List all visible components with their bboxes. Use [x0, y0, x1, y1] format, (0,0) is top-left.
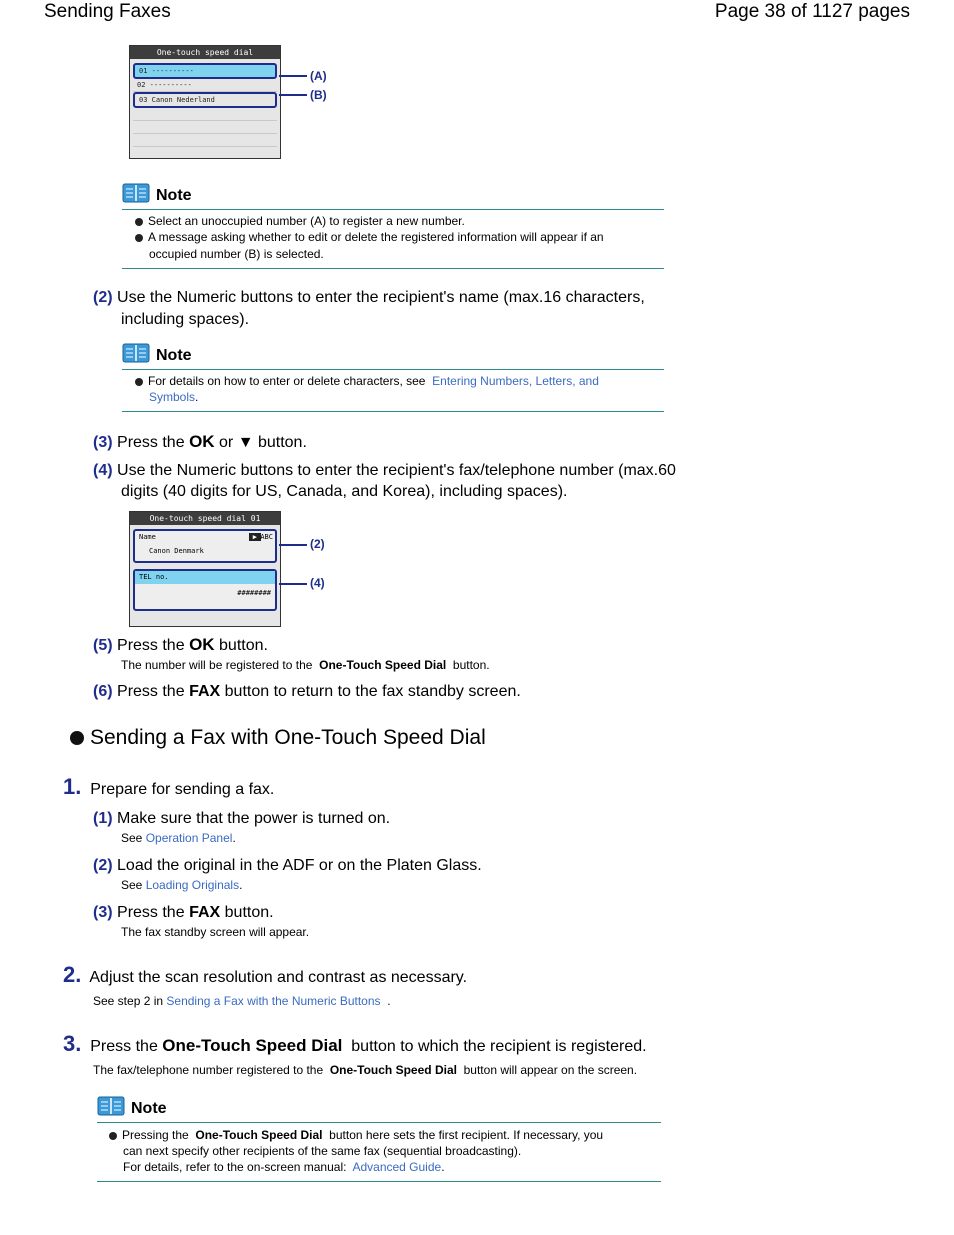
bullet-icon: [109, 1132, 117, 1140]
ok-button-label: OK: [189, 635, 215, 654]
step-1-3: (3) Press the FAX button.: [93, 904, 274, 921]
lcd-screen-speed-dial-entry: [129, 511, 281, 627]
ok-button-label: OK: [189, 432, 215, 451]
step-5: (5) Press the OK button.: [93, 635, 268, 654]
bullet-icon: [135, 378, 143, 386]
fax-button-label: FAX: [189, 904, 221, 921]
main-step-3-detail: The fax/telephone number registered to the One-Touch Speed Dial button will appear on the screen.: [93, 1063, 638, 1077]
callout-lines: [279, 538, 309, 588]
document-title: Sending Faxes: [44, 1, 171, 22]
lcd-tel-field: TEL no. ########: [133, 569, 277, 611]
section-bullet-icon: [70, 731, 84, 745]
book-icon: [122, 183, 150, 203]
lcd-title: One-touch speed dial: [130, 46, 280, 59]
lcd-name-field: Name ▶ ABC Canon Denmark: [133, 529, 277, 563]
note-item-cont: occupied number (B) is selected.: [149, 247, 324, 261]
step-5-detail: The number will be registered to the One-Touch Speed Dial button.: [121, 658, 490, 672]
link-sending-fax-numeric[interactable]: Sending a Fax with the Numeric Buttons: [166, 994, 381, 1008]
step-3: (3) Press the OK or ▼ button.: [93, 432, 307, 451]
step-2-cont: including spaces).: [121, 311, 250, 328]
step-4: (4) Use the Numeric buttons to enter the recipient's fax/telephone number (max.60: [93, 462, 676, 479]
note-box: [122, 343, 664, 412]
lcd-row-empty: [133, 108, 277, 121]
note-item: For details on how to enter or delete characters, see Entering Numbers, Letters, and: [135, 373, 599, 389]
note-item: Pressing the One-Touch Speed Dial button here sets the first recipient. If necessary, you: [109, 1127, 603, 1143]
main-step-1: 1. Prepare for sending a fax.: [63, 774, 275, 799]
lcd-row-empty: [133, 134, 277, 147]
step-1-3-detail: The fax standby screen will appear.: [121, 925, 310, 939]
link-symbols[interactable]: Symbols: [149, 390, 196, 404]
note-title: Note: [156, 347, 192, 364]
note-item-cont: Symbols.: [149, 390, 199, 404]
note-box: [122, 183, 664, 269]
step-6: (6) Press the FAX button to return to the fax standby screen.: [93, 683, 521, 700]
note-box: [97, 1096, 661, 1182]
main-step-2: 2. Adjust the scan resolution and contrast as necessary.: [63, 962, 468, 987]
fax-button-label: FAX: [189, 683, 221, 700]
note-header: [122, 183, 664, 210]
lcd-row: 03 Canon Nederland: [133, 92, 277, 108]
note-title: Note: [131, 1100, 167, 1117]
note-header: [97, 1096, 661, 1123]
lcd-title: One-touch speed dial 01: [130, 512, 280, 525]
bullet-icon: [135, 234, 143, 242]
step-4-cont: digits (40 digits for US, Canada, and Korea), including spaces).: [121, 483, 568, 500]
callout-2: (2): [310, 537, 325, 551]
note-item: A message asking whether to edit or delete the registered information will appear if an: [135, 229, 604, 245]
one-touch-speed-dial-label: One-Touch Speed Dial: [162, 1036, 343, 1055]
book-icon: [122, 343, 150, 363]
book-icon: [97, 1096, 125, 1116]
step-1-1-detail: See Operation Panel.: [121, 831, 236, 845]
link-loading-originals[interactable]: Loading Originals: [145, 878, 240, 892]
step-1-2-detail: See Loading Originals.: [121, 878, 243, 892]
main-step-2-detail: See step 2 in Sending a Fax with the Numeric Buttons .: [93, 994, 391, 1008]
link-advanced-guide[interactable]: Advanced Guide: [352, 1160, 442, 1174]
link-operation-panel[interactable]: Operation Panel: [145, 831, 233, 845]
callout-4: (4): [310, 576, 325, 590]
callout-lines: [279, 70, 309, 100]
callout-b: (B): [310, 88, 327, 102]
callout-a: (A): [310, 69, 327, 83]
section-heading: Sending a Fax with One-Touch Speed Dial: [70, 726, 486, 750]
page-indicator: Page 38 of 1127 pages: [714, 1, 910, 22]
note-item-cont: can next specify other recipients of the same fax (sequential broadcasting).: [123, 1144, 522, 1158]
lcd-row: 01 ----------: [133, 63, 277, 79]
main-step-3: 3. Press the One-Touch Speed Dial button to which the recipient is registered.: [63, 1031, 647, 1056]
step-1-1: (1) Make sure that the power is turned on.: [93, 810, 391, 827]
note-header: [122, 343, 664, 370]
lcd-row-empty: [133, 121, 277, 134]
lcd-screen-speed-dial-list: [129, 45, 281, 159]
step-2: (2) Use the Numeric buttons to enter the recipient's name (max.16 characters,: [93, 289, 645, 306]
note-title: Note: [156, 187, 192, 204]
bullet-icon: [135, 218, 143, 226]
step-1-2: (2) Load the original in the ADF or on the Platen Glass.: [93, 857, 482, 874]
link-entering-numbers[interactable]: Entering Numbers, Letters, and: [432, 374, 599, 388]
note-item: Select an unoccupied number (A) to register a new number.: [135, 213, 465, 229]
note-item-cont: For details, refer to the on-screen manual: Advanced Guide.: [123, 1160, 445, 1174]
lcd-row: 02 ----------: [133, 79, 277, 92]
